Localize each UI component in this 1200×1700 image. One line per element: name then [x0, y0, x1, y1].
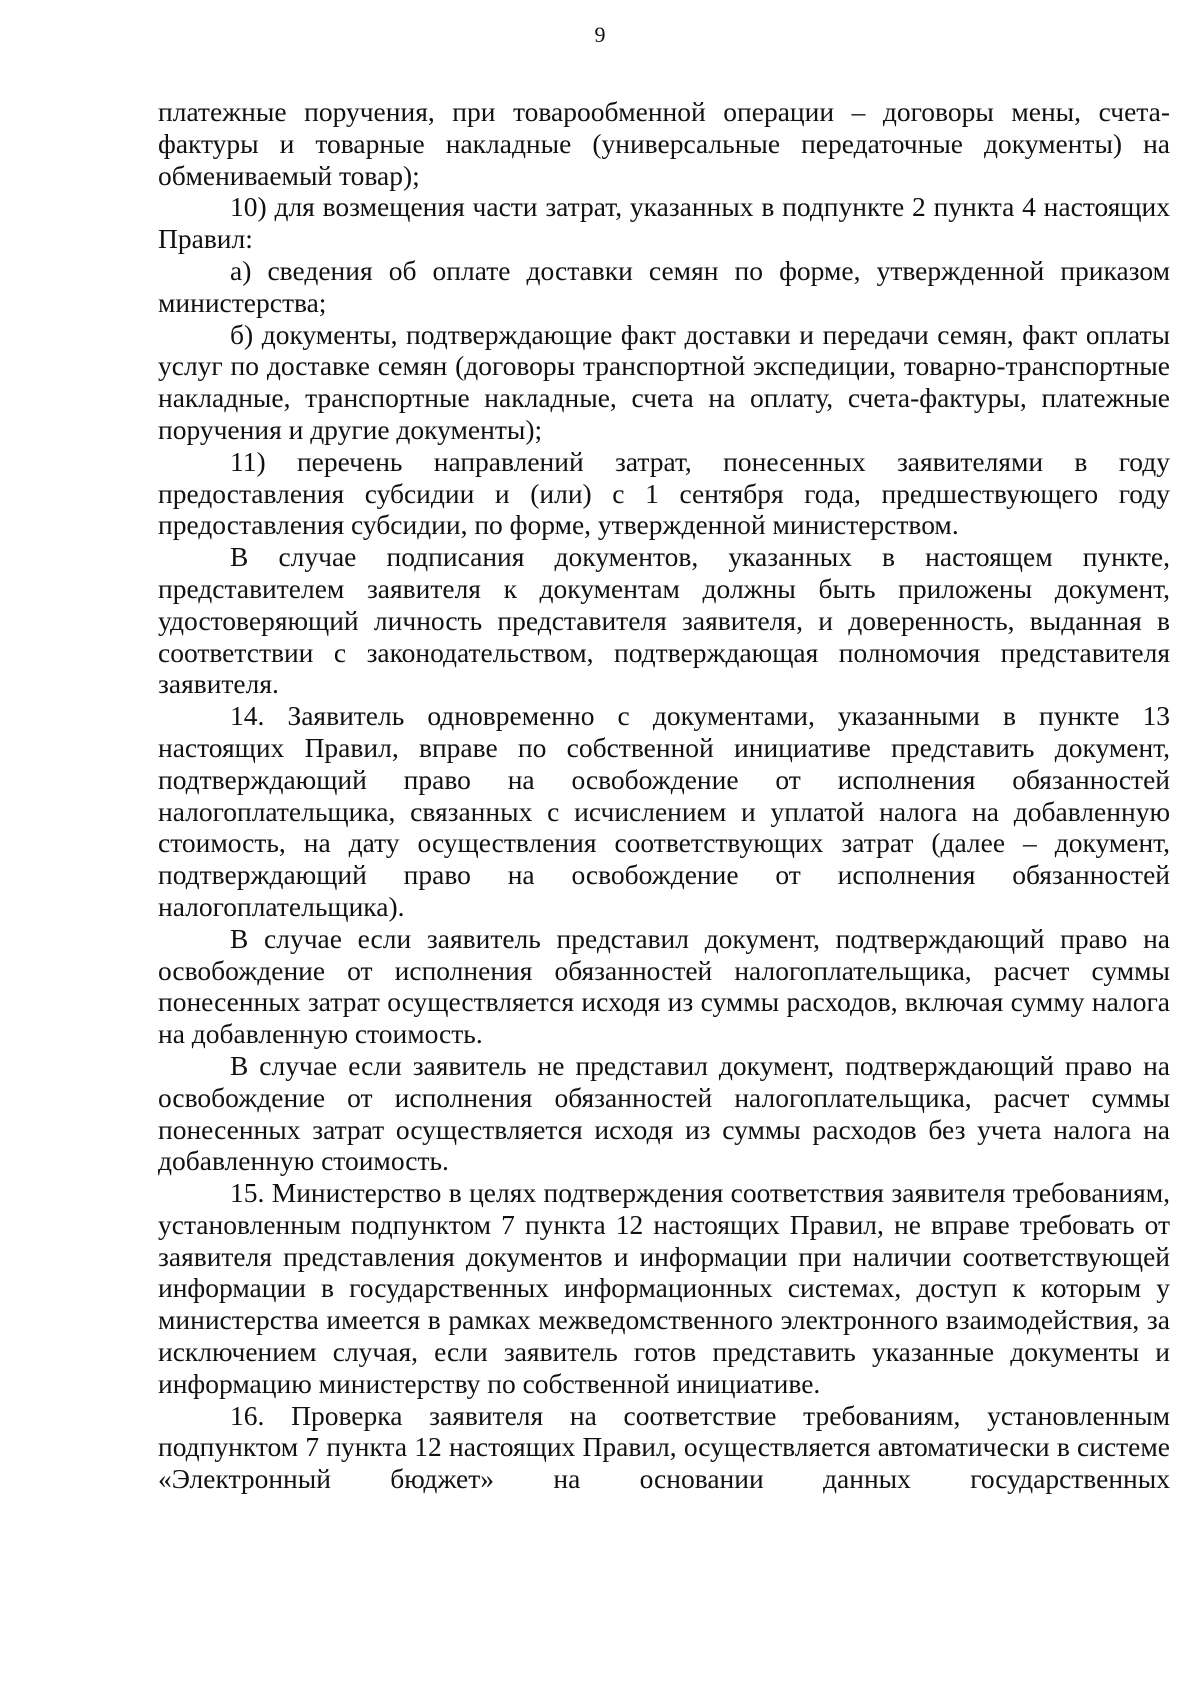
document-body: [158, 96, 1170, 1495]
paragraph-continuation: платежные поручения, при товарообменной операции – договоры мены, счета-фактуры и товарные накладные (универсальные передаточные документы) на обмениваемый товар);: [158, 96, 1170, 191]
paragraph-item-10b: б) документы, подтверждающие факт доставки и передачи семян, факт оплаты услуг по доставке семян (договоры транспортной экспедиции, товарно-транспортные накладные, транспортные накладные, счета на оплату, счета-фактуры, платежные поручения и другие документы);: [158, 318, 1170, 445]
paragraph-vat-excluded: В случае если заявитель не представил документ, подтверждающий право на освобождение от исполнения обязанностей налогоплательщика, расчет суммы понесенных затрат осуществляется исходя из суммы расходов без учета налога на добавленную стоимость.: [158, 1049, 1170, 1177]
paragraph-vat-included: В случае если заявитель представил документ, подтверждающий право на освобождение от исполнения обязанностей налогоплательщика, расчет суммы понесенных затрат осуществляется исходя из суммы расходов, включая сумму налога на добавленную стоимость.: [158, 922, 1170, 1050]
paragraph-item-10a: а) сведения об оплате доставки семян по форме, утвержденной приказом министерства;: [158, 254, 1170, 318]
paragraph-clause-16: 16. Проверка заявителя на соответствие требованиям, установленным подпунктом 7 пункта 12 настоящих Правил, осуществляется автоматически в системе «Электронный бюджет» на основании данных государственных: [158, 1399, 1170, 1495]
paragraph-clause-15: 15. Министерство в целях подтверждения соответствия заявителя требованиям, установленным подпунктом 7 пункта 12 настоящих Правил, не вправе требовать от заявителя представления документов и информации при наличии соответствующей информации в государственных информационных системах, доступ к которым у министерства имеется в рамках межведомственного электронного взаимодействия, за исключением случая, если заявитель готов представить указанные документы и информацию министерству по собственной инициативе.: [158, 1177, 1170, 1399]
paragraph-item-10: 10) для возмещения части затрат, указанных в подпункте 2 пункта 4 настоящих Правил:: [158, 191, 1170, 255]
paragraph-clause-14: 14. Заявитель одновременно с документами, указанными в пункте 13 настоящих Правил, вправе по собственной инициативе представить документ, подтверждающий право на освобождение от исполнения обязанностей налогоплательщика, связанных с исчислением и уплатой налога на добавленную стоимость, на дату осуществления соответствующих затрат (далее – документ, подтверждающий право на освобождение от исполнения обязанностей налогоплательщика).: [158, 700, 1170, 922]
paragraph-signing-representative: В случае подписания документов, указанных в настоящем пункте, представителем заявителя к документам должны быть приложены документ, удостоверяющий личность представителя заявителя, и доверенность, выданная в соответствии с законодательством, подтверждающая полномочия представителя заявителя.: [158, 541, 1170, 700]
paragraph-item-11: 11) перечень направлений затрат, понесенных заявителями в году предоставления субсидии и (или) с 1 сентября года, предшествующего году предоставления субсидии, по форме, утвержденной министерством.: [158, 445, 1170, 541]
page-number: 9: [594, 22, 606, 47]
